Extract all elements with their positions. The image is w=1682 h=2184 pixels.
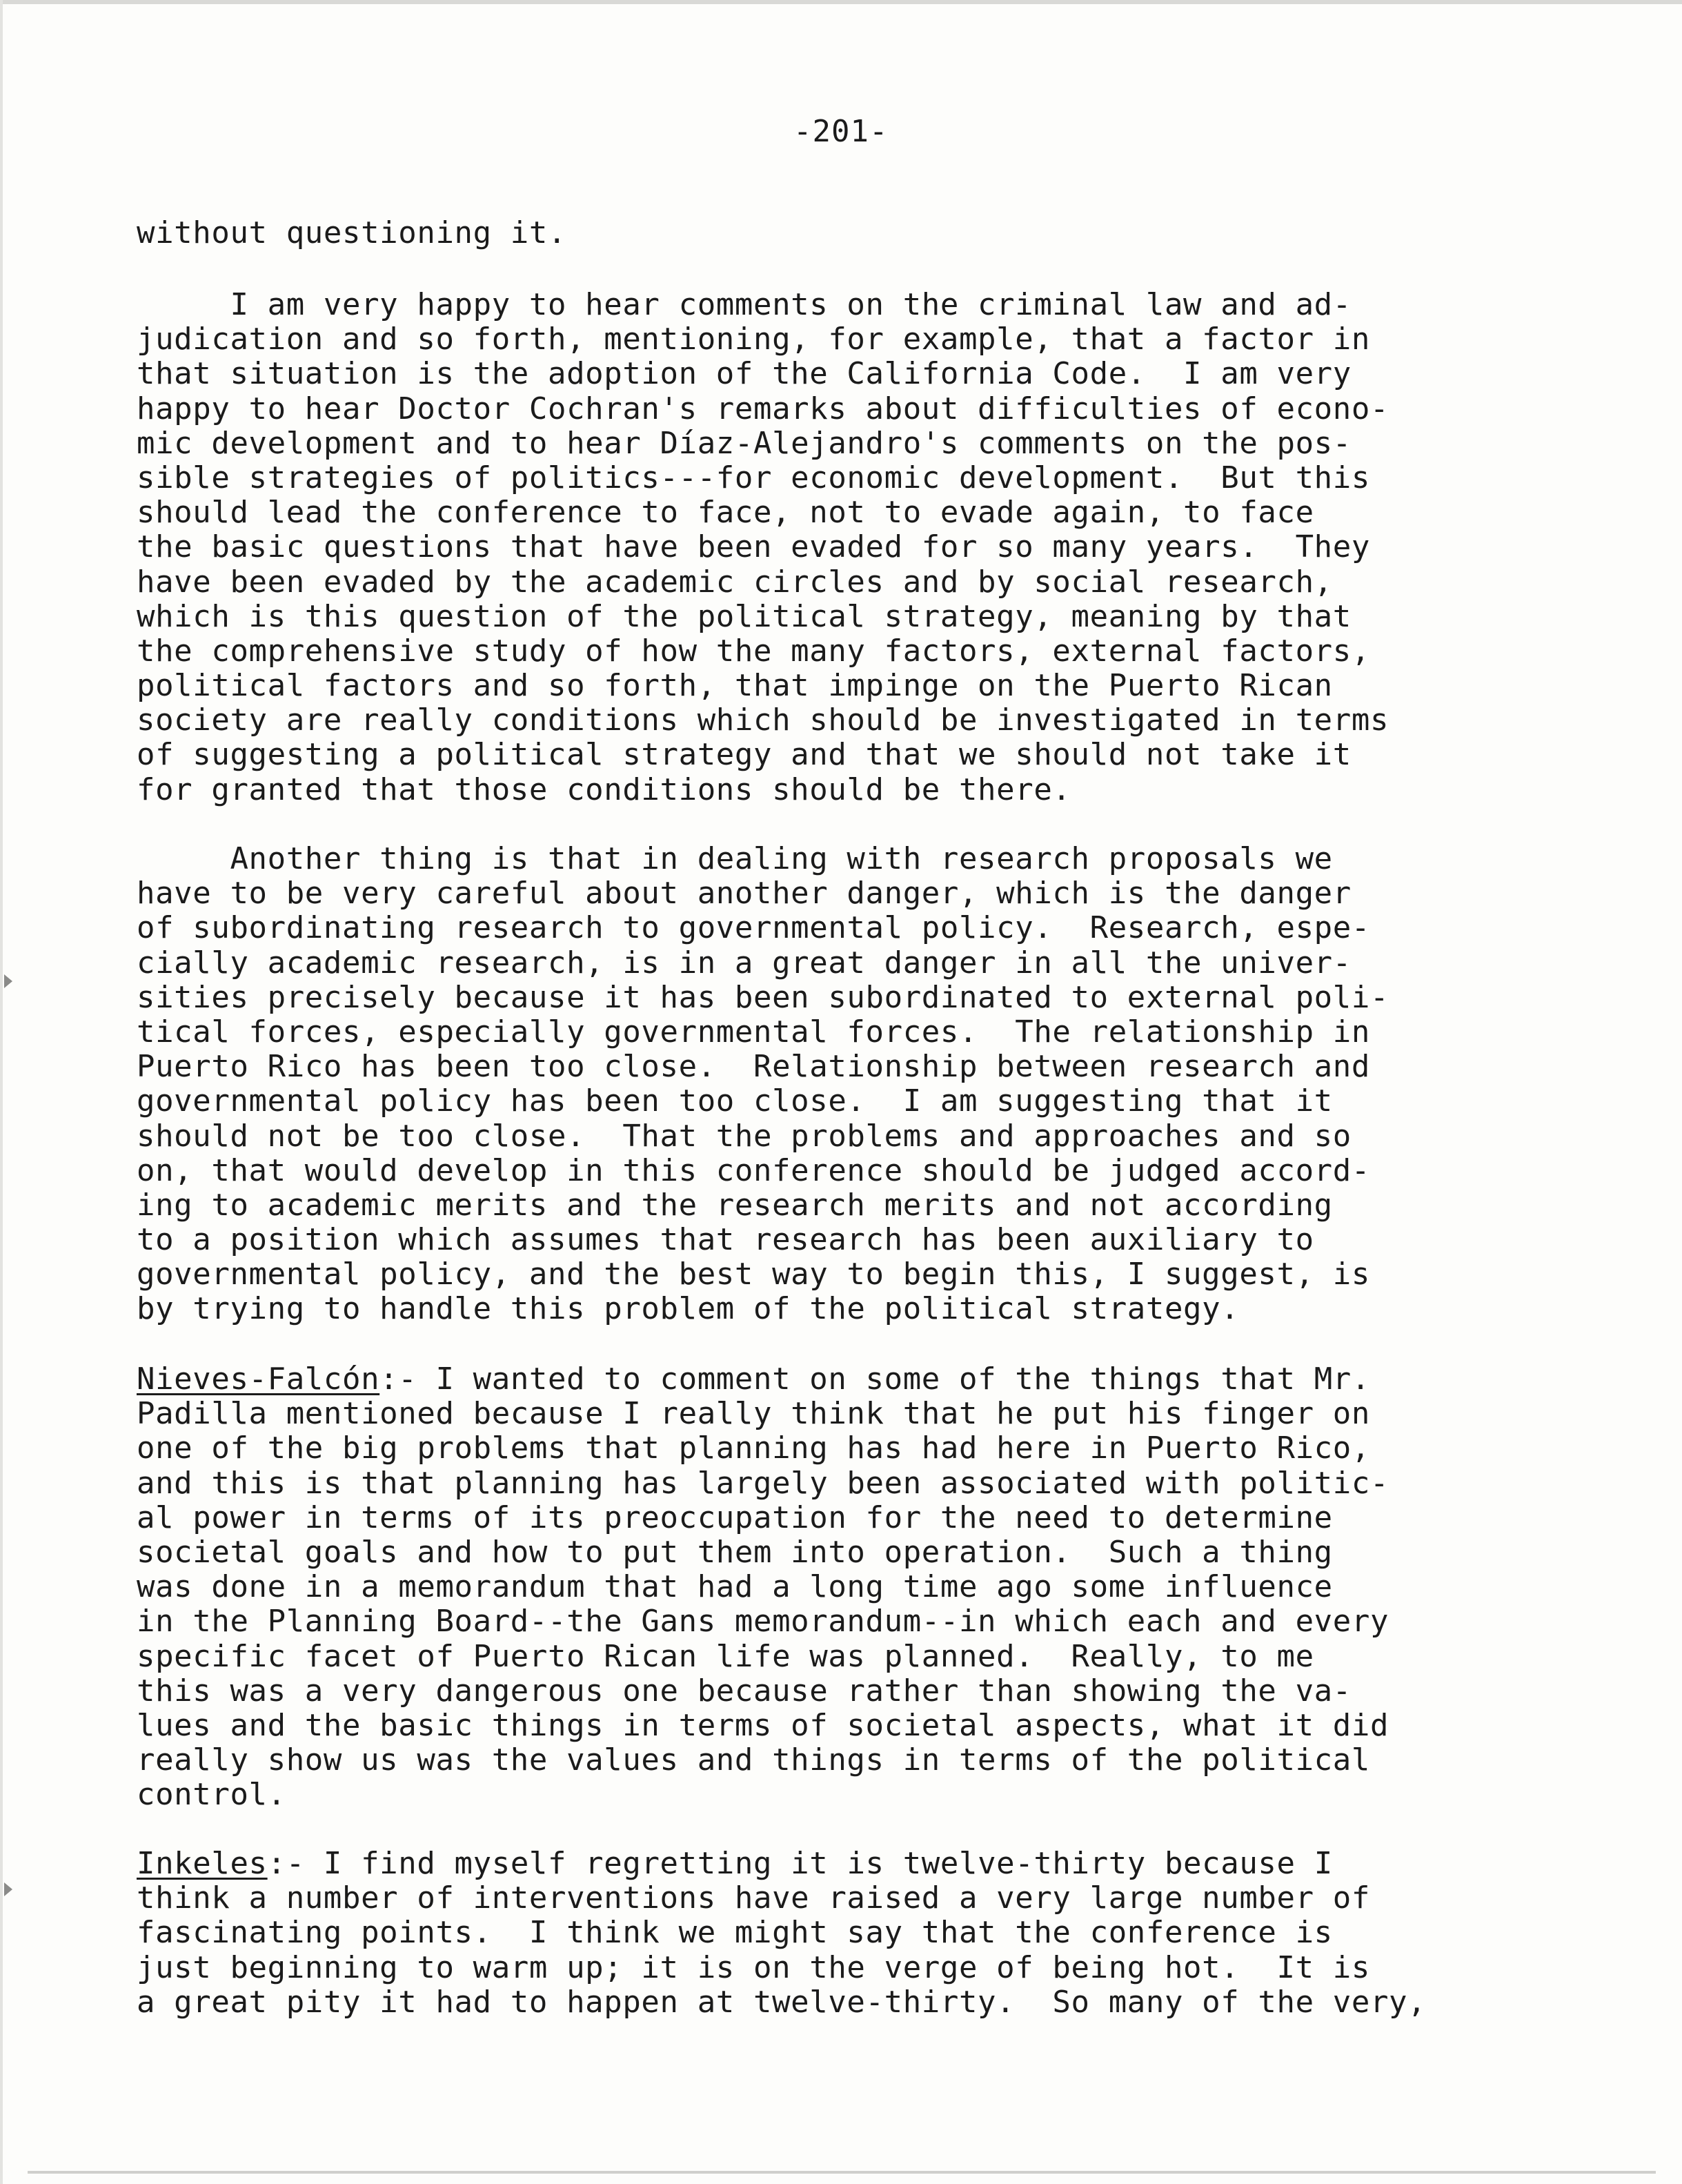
text-line: for granted that those conditions should be there.: [137, 771, 1071, 807]
text-line: happy to hear Doctor Cochran's remarks about difficulties of econo-: [137, 391, 1389, 426]
text-line: [137, 1847, 1558, 1881]
text-line: that situation is the adoption of the California Code. I am very: [137, 356, 1352, 392]
page-left-edge: [0, 0, 3, 2184]
text-line: was done in a memorandum that had a long time ago some influence: [137, 1569, 1333, 1605]
text-line: sities precisely because it has been subordinated to external poli-: [137, 979, 1389, 1015]
text-line: cially academic research, is in a great danger in all the univer-: [137, 945, 1352, 981]
text-line: of subordinating research to governmental policy. Research, espe-: [137, 910, 1370, 946]
text-line: governmental policy has been too close. I am suggesting that it: [137, 1083, 1333, 1119]
page-number: -201-: [793, 114, 889, 149]
paragraph-continuation: [137, 216, 1558, 250]
text-line: control.: [137, 1777, 286, 1813]
text-line: society are really conditions which should be investigated in terms: [137, 702, 1389, 738]
binding-mark: [4, 974, 12, 988]
speaker-name: Nieves-Falcón: [137, 1361, 380, 1397]
text-line: to a position which assumes that research has been auxiliary to: [137, 1222, 1314, 1258]
binding-mark: [4, 1882, 12, 1896]
text-line: think a number of interventions have raised a very large number of: [137, 1880, 1370, 1916]
text-line: the comprehensive study of how the many factors, external factors,: [137, 633, 1370, 669]
page-top-edge: [0, 0, 1682, 4]
text-line: fascinating points. I think we might say that the conference is: [137, 1915, 1333, 1951]
text-line: have been evaded by the academic circles and by social research,: [137, 564, 1333, 600]
text-line: Padilla mentioned because I really think that he put his finger on: [137, 1396, 1370, 1432]
paragraph-inkeles: [137, 1847, 1558, 2020]
speaker-name: Inkeles: [137, 1846, 268, 1881]
text-line: and this is that planning has largely been associated with politic-: [137, 1465, 1389, 1501]
text-line: just beginning to warm up; it is on the verge of being hot. It is: [137, 1949, 1370, 1985]
page-bottom-edge: [28, 2171, 1656, 2174]
text-line: political factors and so forth, that impinge on the Puerto Rican: [137, 668, 1333, 704]
text-line: have to be very careful about another danger, which is the danger: [137, 876, 1352, 912]
text-line: Another thing is that in dealing with research proposals we: [137, 841, 1333, 876]
text-line: in the Planning Board--the Gans memorandum--in which each and every: [137, 1604, 1389, 1640]
text-line: lues and the basic things in terms of societal aspects, what it did: [137, 1707, 1389, 1743]
text-line: al power in terms of its preoccupation for the need to determine: [137, 1499, 1333, 1535]
text-line: ing to academic merits and the research merits and not according: [137, 1187, 1333, 1223]
paragraph-nieves-falcon: [137, 1362, 1558, 1812]
text-line: which is this question of the political strategy, meaning by that: [137, 598, 1352, 634]
text-line: governmental policy, and the best way to begin this, I suggest, is: [137, 1257, 1370, 1292]
text-line: tical forces, especially governmental forces. The relationship in: [137, 1014, 1370, 1050]
speaker-remark-start: :- I wanted to comment on some of the things that Mr.: [379, 1361, 1370, 1397]
text-line: should lead the conference to face, not to evade again, to face: [137, 495, 1314, 531]
text-line: sible strategies of politics---for economic development. But this: [137, 460, 1370, 495]
text-line: this was a very dangerous one because rather than showing the va-: [137, 1673, 1352, 1709]
paragraph-criminal-law: [137, 288, 1558, 807]
text-line: really show us was the values and things in terms of the political: [137, 1742, 1370, 1778]
text-line: specific facet of Puerto Rican life was planned. Really, to me: [137, 1638, 1314, 1674]
text-line: judication and so forth, mentioning, for example, that a factor in: [137, 322, 1370, 357]
text-line: the basic questions that have been evaded for so many years. They: [137, 529, 1370, 565]
text-line: I am very happy to hear comments on the criminal law and ad-: [137, 287, 1352, 322]
text-line: mic development and to hear Díaz-Alejandro's comments on the pos-: [137, 425, 1352, 461]
text-line: societal goals and how to put them into operation. Such a thing: [137, 1534, 1333, 1570]
text-line: Puerto Rico has been too close. Relationship between research and: [137, 1049, 1370, 1085]
text-line: a great pity it had to happen at twelve-thirty. So many of the very,: [137, 1984, 1427, 2020]
text-line: on, that would develop in this conference should be judged accord-: [137, 1152, 1370, 1188]
paragraph-research-proposals: [137, 842, 1558, 1327]
text-line: one of the big problems that planning has had here in Puerto Rico,: [137, 1430, 1370, 1466]
text-line: [137, 1362, 1558, 1397]
text-line: should not be too close. That the problems and approaches and so: [137, 1118, 1352, 1154]
text-line: of suggesting a political strategy and that we should not take it: [137, 737, 1352, 773]
text-line: by trying to handle this problem of the political strategy.: [137, 1291, 1240, 1327]
text-line: without questioning it.: [137, 215, 567, 250]
speaker-remark-start: :- I find myself regretting it is twelve-thirty because I: [267, 1846, 1333, 1881]
